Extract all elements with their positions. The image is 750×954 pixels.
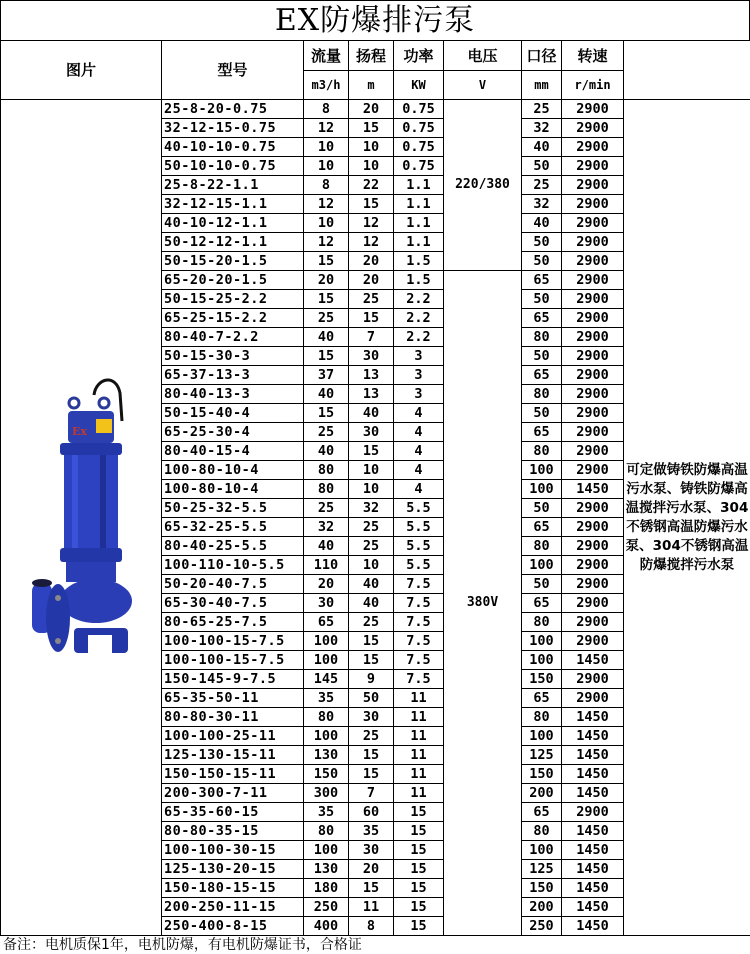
cell-speed: 2900 — [562, 138, 624, 157]
cell-speed: 2900 — [562, 461, 624, 480]
cell-voltage: 380V — [444, 271, 522, 936]
unit-speed: r/min — [562, 71, 624, 100]
cell-diameter: 200 — [522, 784, 562, 803]
cell-head: 11 — [349, 898, 394, 917]
cell-speed: 2900 — [562, 119, 624, 138]
cell-diameter: 50 — [522, 157, 562, 176]
cell-head: 30 — [349, 423, 394, 442]
cell-diameter: 65 — [522, 518, 562, 537]
cell-head: 50 — [349, 689, 394, 708]
header-diameter: 口径 — [522, 41, 562, 71]
cell-head: 10 — [349, 157, 394, 176]
cell-model: 100-100-30-15 — [162, 841, 304, 860]
cell-head: 20 — [349, 252, 394, 271]
cell-voltage: 220/380 — [444, 100, 522, 271]
cell-flow: 400 — [304, 917, 349, 936]
cell-head: 35 — [349, 822, 394, 841]
cell-power: 1.5 — [394, 271, 444, 290]
cell-speed: 2900 — [562, 290, 624, 309]
cell-flow: 25 — [304, 423, 349, 442]
unit-power: KW — [394, 71, 444, 100]
cell-head: 12 — [349, 214, 394, 233]
cell-flow: 25 — [304, 309, 349, 328]
cell-model: 80-40-7-2.2 — [162, 328, 304, 347]
cell-diameter: 80 — [522, 537, 562, 556]
cell-speed: 2900 — [562, 803, 624, 822]
cell-flow: 8 — [304, 176, 349, 195]
cell-power: 11 — [394, 746, 444, 765]
cell-diameter: 40 — [522, 214, 562, 233]
cell-flow: 10 — [304, 214, 349, 233]
cell-flow: 10 — [304, 138, 349, 157]
cell-diameter: 100 — [522, 480, 562, 499]
cell-flow: 15 — [304, 347, 349, 366]
footer-note: 备注：电机质保1年，电机防爆，有电机防爆证书，合格证 — [0, 936, 750, 954]
cell-speed: 2900 — [562, 100, 624, 119]
spec-table — [0, 40, 750, 936]
cell-diameter: 100 — [522, 461, 562, 480]
cell-head: 20 — [349, 271, 394, 290]
header-power: 功率 — [394, 41, 444, 71]
cell-power: 11 — [394, 708, 444, 727]
cell-model: 125-130-15-11 — [162, 746, 304, 765]
cell-flow: 110 — [304, 556, 349, 575]
cell-model: 50-10-10-0.75 — [162, 157, 304, 176]
cell-head: 25 — [349, 290, 394, 309]
cell-speed: 2900 — [562, 195, 624, 214]
header-blank — [624, 41, 750, 100]
cell-flow: 37 — [304, 366, 349, 385]
cell-power: 11 — [394, 784, 444, 803]
cell-diameter: 125 — [522, 860, 562, 879]
cell-diameter: 65 — [522, 271, 562, 290]
cell-power: 15 — [394, 898, 444, 917]
header-model: 型号 — [162, 41, 304, 100]
cell-diameter: 50 — [522, 404, 562, 423]
header-flow: 流量 — [304, 41, 349, 71]
cell-flow: 145 — [304, 670, 349, 689]
cell-model: 100-110-10-5.5 — [162, 556, 304, 575]
cell-speed: 2900 — [562, 442, 624, 461]
cell-flow: 20 — [304, 271, 349, 290]
cell-head: 30 — [349, 841, 394, 860]
cell-flow: 15 — [304, 252, 349, 271]
cell-model: 150-145-9-7.5 — [162, 670, 304, 689]
cell-model: 32-12-15-1.1 — [162, 195, 304, 214]
cell-flow: 40 — [304, 385, 349, 404]
cell-power: 7.5 — [394, 632, 444, 651]
cell-diameter: 65 — [522, 309, 562, 328]
cell-power: 3 — [394, 385, 444, 404]
cell-head: 7 — [349, 328, 394, 347]
cell-model: 200-250-11-15 — [162, 898, 304, 917]
cell-diameter: 150 — [522, 670, 562, 689]
cell-power: 15 — [394, 803, 444, 822]
cell-power: 15 — [394, 822, 444, 841]
cell-speed: 2900 — [562, 518, 624, 537]
cell-power: 1.1 — [394, 195, 444, 214]
cell-head: 10 — [349, 461, 394, 480]
cell-power: 5.5 — [394, 556, 444, 575]
cell-speed: 1450 — [562, 727, 624, 746]
cell-power: 1.1 — [394, 214, 444, 233]
cell-flow: 180 — [304, 879, 349, 898]
cell-power: 2.2 — [394, 309, 444, 328]
cell-flow: 20 — [304, 575, 349, 594]
cell-flow: 30 — [304, 594, 349, 613]
cell-model: 80-80-30-11 — [162, 708, 304, 727]
cell-flow: 130 — [304, 746, 349, 765]
cell-speed: 2900 — [562, 537, 624, 556]
cell-diameter: 250 — [522, 917, 562, 936]
cell-diameter: 65 — [522, 366, 562, 385]
custom-note: 可定做铸铁防爆高温污水泵、铸铁防爆高温搅拌污水泵、304不锈钢高温防爆污水泵、304不锈钢高温防爆搅拌污水泵 — [624, 100, 750, 936]
cell-diameter: 50 — [522, 290, 562, 309]
cell-speed: 2900 — [562, 347, 624, 366]
cell-model: 200-300-7-11 — [162, 784, 304, 803]
cell-power: 3 — [394, 366, 444, 385]
cell-head: 15 — [349, 119, 394, 138]
cell-speed: 2900 — [562, 385, 624, 404]
cell-speed: 2900 — [562, 670, 624, 689]
unit-head: m — [349, 71, 394, 100]
cell-model: 25-8-20-0.75 — [162, 100, 304, 119]
cell-model: 50-15-20-1.5 — [162, 252, 304, 271]
cell-diameter: 80 — [522, 708, 562, 727]
cell-diameter: 80 — [522, 328, 562, 347]
cell-power: 1.1 — [394, 176, 444, 195]
cell-speed: 1450 — [562, 765, 624, 784]
cell-speed: 1450 — [562, 746, 624, 765]
cell-speed: 1450 — [562, 860, 624, 879]
cell-diameter: 100 — [522, 632, 562, 651]
cell-power: 7.5 — [394, 575, 444, 594]
cell-power: 1.5 — [394, 252, 444, 271]
cell-speed: 2900 — [562, 214, 624, 233]
cell-speed: 2900 — [562, 613, 624, 632]
cell-flow: 130 — [304, 860, 349, 879]
cell-speed: 2900 — [562, 404, 624, 423]
cell-flow: 12 — [304, 195, 349, 214]
product-photo-cell — [1, 100, 162, 936]
cell-model: 50-15-30-3 — [162, 347, 304, 366]
cell-model: 150-180-15-15 — [162, 879, 304, 898]
cell-head: 40 — [349, 594, 394, 613]
cell-head: 30 — [349, 708, 394, 727]
cell-model: 100-80-10-4 — [162, 480, 304, 499]
cell-power: 2.2 — [394, 290, 444, 309]
cell-speed: 2900 — [562, 556, 624, 575]
cell-model: 25-8-22-1.1 — [162, 176, 304, 195]
cell-power: 15 — [394, 841, 444, 860]
cell-head: 10 — [349, 480, 394, 499]
cell-diameter: 25 — [522, 176, 562, 195]
cell-power: 0.75 — [394, 138, 444, 157]
cell-power: 4 — [394, 461, 444, 480]
cell-speed: 1450 — [562, 784, 624, 803]
cell-model: 40-10-12-1.1 — [162, 214, 304, 233]
cell-model: 65-32-25-5.5 — [162, 518, 304, 537]
cell-power: 15 — [394, 879, 444, 898]
cell-model: 100-100-15-7.5 — [162, 651, 304, 670]
cell-model: 80-65-25-7.5 — [162, 613, 304, 632]
cell-head: 32 — [349, 499, 394, 518]
cell-head: 10 — [349, 138, 394, 157]
cell-flow: 100 — [304, 727, 349, 746]
cell-power: 4 — [394, 423, 444, 442]
cell-flow: 100 — [304, 632, 349, 651]
cell-model: 50-15-25-2.2 — [162, 290, 304, 309]
cell-diameter: 80 — [522, 385, 562, 404]
cell-flow: 35 — [304, 803, 349, 822]
cell-speed: 2900 — [562, 499, 624, 518]
cell-flow: 150 — [304, 765, 349, 784]
cell-power: 4 — [394, 480, 444, 499]
cell-power: 4 — [394, 442, 444, 461]
cell-flow: 65 — [304, 613, 349, 632]
header-row — [1, 41, 750, 71]
cell-model: 100-80-10-4 — [162, 461, 304, 480]
cell-model: 50-15-40-4 — [162, 404, 304, 423]
cell-model: 100-100-25-11 — [162, 727, 304, 746]
cell-head: 20 — [349, 100, 394, 119]
unit-voltage: V — [444, 71, 522, 100]
table-row — [1, 100, 750, 119]
cell-diameter: 65 — [522, 803, 562, 822]
cell-model: 65-35-50-11 — [162, 689, 304, 708]
cell-diameter: 32 — [522, 195, 562, 214]
cell-diameter: 80 — [522, 613, 562, 632]
cell-diameter: 65 — [522, 689, 562, 708]
cell-diameter: 50 — [522, 499, 562, 518]
cell-model: 65-25-30-4 — [162, 423, 304, 442]
cell-flow: 12 — [304, 233, 349, 252]
cell-model: 65-30-40-7.5 — [162, 594, 304, 613]
cell-flow: 300 — [304, 784, 349, 803]
cell-diameter: 50 — [522, 233, 562, 252]
cell-power: 5.5 — [394, 537, 444, 556]
cell-head: 9 — [349, 670, 394, 689]
cell-speed: 1450 — [562, 841, 624, 860]
cell-model: 80-40-13-3 — [162, 385, 304, 404]
cell-diameter: 50 — [522, 347, 562, 366]
cell-diameter: 100 — [522, 841, 562, 860]
cell-model: 50-12-12-1.1 — [162, 233, 304, 252]
cell-head: 15 — [349, 746, 394, 765]
ex-label: Ex — [72, 424, 87, 438]
cell-flow: 100 — [304, 651, 349, 670]
cell-head: 13 — [349, 385, 394, 404]
cell-diameter: 50 — [522, 575, 562, 594]
cell-head: 40 — [349, 575, 394, 594]
cell-head: 10 — [349, 556, 394, 575]
unit-flow: m3/h — [304, 71, 349, 100]
cell-speed: 2900 — [562, 689, 624, 708]
cell-model: 80-40-15-4 — [162, 442, 304, 461]
cell-diameter: 25 — [522, 100, 562, 119]
cell-diameter: 100 — [522, 727, 562, 746]
unit-diameter: mm — [522, 71, 562, 100]
header-speed: 转速 — [562, 41, 624, 71]
cell-flow: 250 — [304, 898, 349, 917]
cell-flow: 8 — [304, 100, 349, 119]
cell-speed: 2900 — [562, 233, 624, 252]
cell-head: 15 — [349, 195, 394, 214]
cell-diameter: 32 — [522, 119, 562, 138]
cell-flow: 80 — [304, 822, 349, 841]
cell-speed: 2900 — [562, 423, 624, 442]
cell-diameter: 40 — [522, 138, 562, 157]
cell-power: 7.5 — [394, 651, 444, 670]
cell-flow: 10 — [304, 157, 349, 176]
cell-model: 65-25-15-2.2 — [162, 309, 304, 328]
cell-power: 11 — [394, 765, 444, 784]
cell-model: 80-40-25-5.5 — [162, 537, 304, 556]
cell-head: 25 — [349, 518, 394, 537]
cell-speed: 2900 — [562, 252, 624, 271]
cell-head: 7 — [349, 784, 394, 803]
cell-model: 50-25-32-5.5 — [162, 499, 304, 518]
header-head: 扬程 — [349, 41, 394, 71]
cell-head: 30 — [349, 347, 394, 366]
cell-diameter: 50 — [522, 252, 562, 271]
cell-power: 11 — [394, 689, 444, 708]
cell-head: 15 — [349, 442, 394, 461]
cell-speed: 1450 — [562, 898, 624, 917]
cell-power: 0.75 — [394, 157, 444, 176]
cell-power: 7.5 — [394, 594, 444, 613]
cell-flow: 35 — [304, 689, 349, 708]
cell-flow: 40 — [304, 537, 349, 556]
cell-power: 11 — [394, 727, 444, 746]
cell-diameter: 65 — [522, 594, 562, 613]
cell-power: 2.2 — [394, 328, 444, 347]
cell-head: 20 — [349, 860, 394, 879]
cell-power: 1.1 — [394, 233, 444, 252]
cell-speed: 1450 — [562, 917, 624, 936]
cell-model: 50-20-40-7.5 — [162, 575, 304, 594]
cell-head: 25 — [349, 537, 394, 556]
cell-speed: 2900 — [562, 271, 624, 290]
cell-speed: 2900 — [562, 575, 624, 594]
cell-speed: 2900 — [562, 594, 624, 613]
cell-power: 5.5 — [394, 499, 444, 518]
cell-model: 250-400-8-15 — [162, 917, 304, 936]
header-voltage: 电压 — [444, 41, 522, 71]
cell-diameter: 80 — [522, 822, 562, 841]
cell-diameter: 200 — [522, 898, 562, 917]
cell-flow: 15 — [304, 290, 349, 309]
cell-diameter: 100 — [522, 556, 562, 575]
cell-speed: 2900 — [562, 366, 624, 385]
cell-power: 0.75 — [394, 119, 444, 138]
cell-power: 15 — [394, 917, 444, 936]
cell-head: 15 — [349, 879, 394, 898]
cell-diameter: 150 — [522, 879, 562, 898]
cell-model: 40-10-10-0.75 — [162, 138, 304, 157]
cell-head: 12 — [349, 233, 394, 252]
cell-head: 25 — [349, 613, 394, 632]
cell-speed: 2900 — [562, 309, 624, 328]
cell-model: 32-12-15-0.75 — [162, 119, 304, 138]
cell-head: 15 — [349, 309, 394, 328]
cell-head: 15 — [349, 651, 394, 670]
cell-flow: 40 — [304, 442, 349, 461]
cell-speed: 2900 — [562, 328, 624, 347]
cell-head: 40 — [349, 404, 394, 423]
page-title: EX防爆排污泵 — [0, 0, 750, 40]
cell-diameter: 100 — [522, 651, 562, 670]
cell-model: 65-35-60-15 — [162, 803, 304, 822]
cell-power: 15 — [394, 860, 444, 879]
cell-head: 25 — [349, 727, 394, 746]
cell-flow: 80 — [304, 708, 349, 727]
cell-flow: 12 — [304, 119, 349, 138]
cell-diameter: 80 — [522, 442, 562, 461]
cell-speed: 1450 — [562, 708, 624, 727]
cell-speed: 1450 — [562, 480, 624, 499]
cell-speed: 2900 — [562, 157, 624, 176]
cell-speed: 1450 — [562, 879, 624, 898]
cell-speed: 2900 — [562, 632, 624, 651]
cell-power: 7.5 — [394, 613, 444, 632]
cell-flow: 32 — [304, 518, 349, 537]
cell-model: 100-100-15-7.5 — [162, 632, 304, 651]
cell-model: 150-150-15-11 — [162, 765, 304, 784]
cell-power: 5.5 — [394, 518, 444, 537]
cell-model: 125-130-20-15 — [162, 860, 304, 879]
cell-head: 13 — [349, 366, 394, 385]
cell-power: 7.5 — [394, 670, 444, 689]
cell-model: 65-37-13-3 — [162, 366, 304, 385]
cell-head: 15 — [349, 632, 394, 651]
cell-power: 0.75 — [394, 100, 444, 119]
cell-model: 65-20-20-1.5 — [162, 271, 304, 290]
cell-head: 22 — [349, 176, 394, 195]
cell-flow: 25 — [304, 499, 349, 518]
cell-diameter: 150 — [522, 765, 562, 784]
cell-speed: 1450 — [562, 822, 624, 841]
cell-flow: 100 — [304, 841, 349, 860]
cell-flow: 80 — [304, 461, 349, 480]
cell-flow: 15 — [304, 404, 349, 423]
cell-head: 8 — [349, 917, 394, 936]
cell-power: 3 — [394, 347, 444, 366]
cell-diameter: 65 — [522, 423, 562, 442]
cell-head: 15 — [349, 765, 394, 784]
pump-image — [16, 373, 146, 663]
cell-flow: 80 — [304, 480, 349, 499]
cell-flow: 40 — [304, 328, 349, 347]
cell-speed: 1450 — [562, 651, 624, 670]
cell-power: 4 — [394, 404, 444, 423]
header-picture: 图片 — [1, 41, 162, 100]
cell-diameter: 125 — [522, 746, 562, 765]
cell-head: 60 — [349, 803, 394, 822]
cell-model: 80-80-35-15 — [162, 822, 304, 841]
cell-speed: 2900 — [562, 176, 624, 195]
